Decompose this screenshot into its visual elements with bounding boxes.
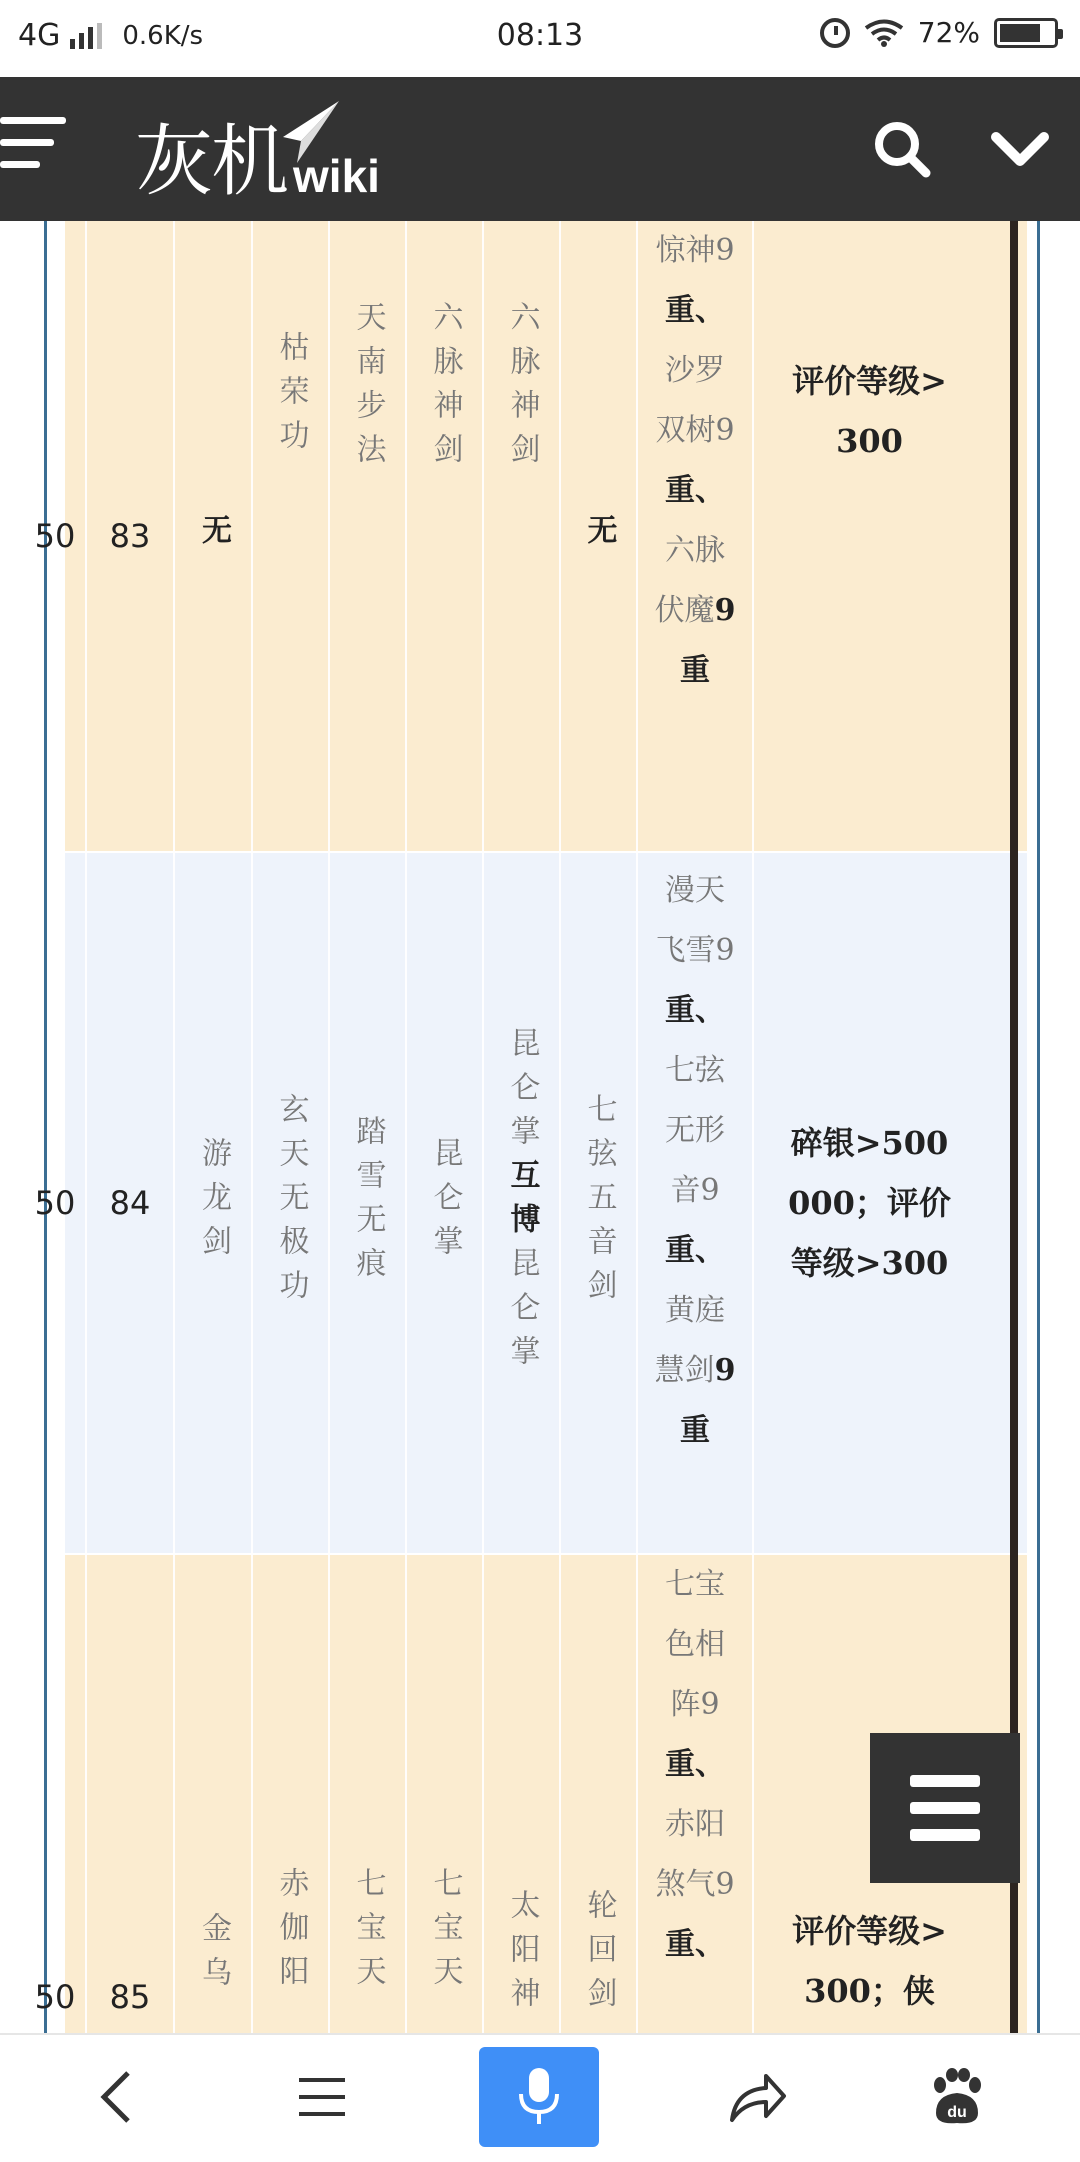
level-cell: 50 xyxy=(34,1184,76,1222)
list-icon xyxy=(297,2072,347,2122)
back-button[interactable] xyxy=(56,2047,176,2147)
battery-percent: 72% xyxy=(917,16,980,49)
movement-cell: 天南步法 xyxy=(328,221,405,851)
requirement-fragment: 六脉伏魔 xyxy=(654,533,725,628)
internal-skill-cell: 枯荣功 xyxy=(251,221,328,851)
special-skill-cell: 轮回剑 xyxy=(559,1555,636,2155)
back-icon xyxy=(94,2067,138,2127)
logo-chinese: 灰机 xyxy=(135,117,288,207)
requirement-cell xyxy=(636,221,752,851)
mic-icon xyxy=(517,2066,561,2128)
number-cell: 84 xyxy=(85,853,173,1553)
combo-part-2: 互博 xyxy=(504,1159,540,1247)
browser-bottom-bar xyxy=(0,2033,1080,2162)
requirement-fragment: 沙罗双树9 xyxy=(655,353,735,448)
svg-text:du: du xyxy=(947,2104,967,2121)
requirement-fragment: 七弦无形音9 xyxy=(665,1053,725,1208)
movement-cell: 七宝天 xyxy=(328,1555,405,2155)
paper-plane-icon xyxy=(275,97,345,167)
combo-part-3: 昆仑掌 xyxy=(504,1247,540,1379)
voice-search-button[interactable] xyxy=(479,2047,599,2147)
requirement-text xyxy=(651,1555,739,1975)
requirement-fragment: 惊神9 xyxy=(655,233,735,268)
baidu-button[interactable] xyxy=(896,2047,1016,2147)
share-button[interactable] xyxy=(698,2047,818,2147)
status-right xyxy=(820,16,1058,49)
special-skill-cell: 无 xyxy=(559,221,636,851)
requirement-cell xyxy=(636,853,752,1553)
menu-icon[interactable] xyxy=(0,117,70,177)
fist-skill-cell: 七宝天 xyxy=(405,1555,482,2155)
requirement-fragment: 9重 xyxy=(680,593,736,688)
internal-skill-cell: 玄天无极功 xyxy=(251,853,328,1553)
share-icon xyxy=(728,2070,788,2124)
requirement-fragment: 重、 xyxy=(665,473,725,508)
chevron-down-icon[interactable] xyxy=(990,125,1050,175)
site-header xyxy=(0,77,1080,221)
search-icon[interactable] xyxy=(872,119,932,179)
float-menu-icon[interactable] xyxy=(870,1733,1020,1883)
requirement-fragment: 重、 xyxy=(665,1233,725,1268)
weapon-cell: 无 xyxy=(173,221,251,851)
network-speed: 0.6K/s xyxy=(122,20,204,51)
level-cell: 50 xyxy=(34,517,76,555)
requirement-fragment: 七宝色相阵9 xyxy=(665,1567,725,1722)
requirement-fragment: 9重 xyxy=(680,1353,736,1448)
weapon-cell: 金乌 xyxy=(173,1555,251,2155)
internal-skill-cell: 赤伽阳 xyxy=(251,1555,328,2155)
fist-skill-cell: 六脉神剑 xyxy=(405,221,482,851)
status-bar xyxy=(0,0,1080,77)
combo-part-1: 昆仑掌 xyxy=(504,1027,540,1159)
fist-skill-cell: 昆仑掌 xyxy=(405,853,482,1553)
requirement-fragment: 重、 xyxy=(665,1927,725,1962)
network-type: 4G xyxy=(18,18,61,53)
combo-skill-cell xyxy=(482,853,559,1553)
wifi-icon xyxy=(864,19,904,47)
requirement-fragment: 漫天飞雪9 xyxy=(655,873,735,968)
requirement-fragment: 重、 xyxy=(665,1747,725,1782)
number-cell: 83 xyxy=(85,221,173,851)
clock: 08:13 xyxy=(496,18,584,53)
list-button[interactable] xyxy=(262,2047,382,2147)
alarm-icon xyxy=(820,18,850,48)
special-skill-cell: 七弦五音剑 xyxy=(559,853,636,1553)
table-row xyxy=(34,853,1027,1553)
site-logo[interactable] xyxy=(135,99,380,211)
combo-skill-cell: 六脉神剑 xyxy=(482,221,559,851)
baidu-paw-icon xyxy=(926,2067,986,2127)
level-cell: 50 xyxy=(34,1978,76,2016)
requirement-text xyxy=(651,861,739,1461)
requirement-fragment: 赤阳煞气9 xyxy=(655,1807,735,1902)
requirement-fragment: 重、 xyxy=(665,993,725,1028)
requirement-text xyxy=(651,221,739,701)
number-cell: 85 xyxy=(85,1555,173,2155)
evaluation-cell: 碎银>500000；评价等级>300 xyxy=(752,853,985,1553)
battery-icon xyxy=(994,18,1058,48)
requirement-fragment: 重、 xyxy=(665,293,725,328)
movement-cell: 踏雪无痕 xyxy=(328,853,405,1553)
weapon-cell: 游龙剑 xyxy=(173,853,251,1553)
requirement-fragment: 黄庭慧剑 xyxy=(654,1293,725,1388)
evaluation-cell: 评价等级>300；侠 xyxy=(752,1555,985,2155)
evaluation-cell: 评价等级>300 xyxy=(752,221,985,851)
combo-skill-cell: 太阳神 xyxy=(482,1555,559,2155)
logo-wiki: wiki xyxy=(293,150,380,202)
table-row xyxy=(34,221,1027,851)
